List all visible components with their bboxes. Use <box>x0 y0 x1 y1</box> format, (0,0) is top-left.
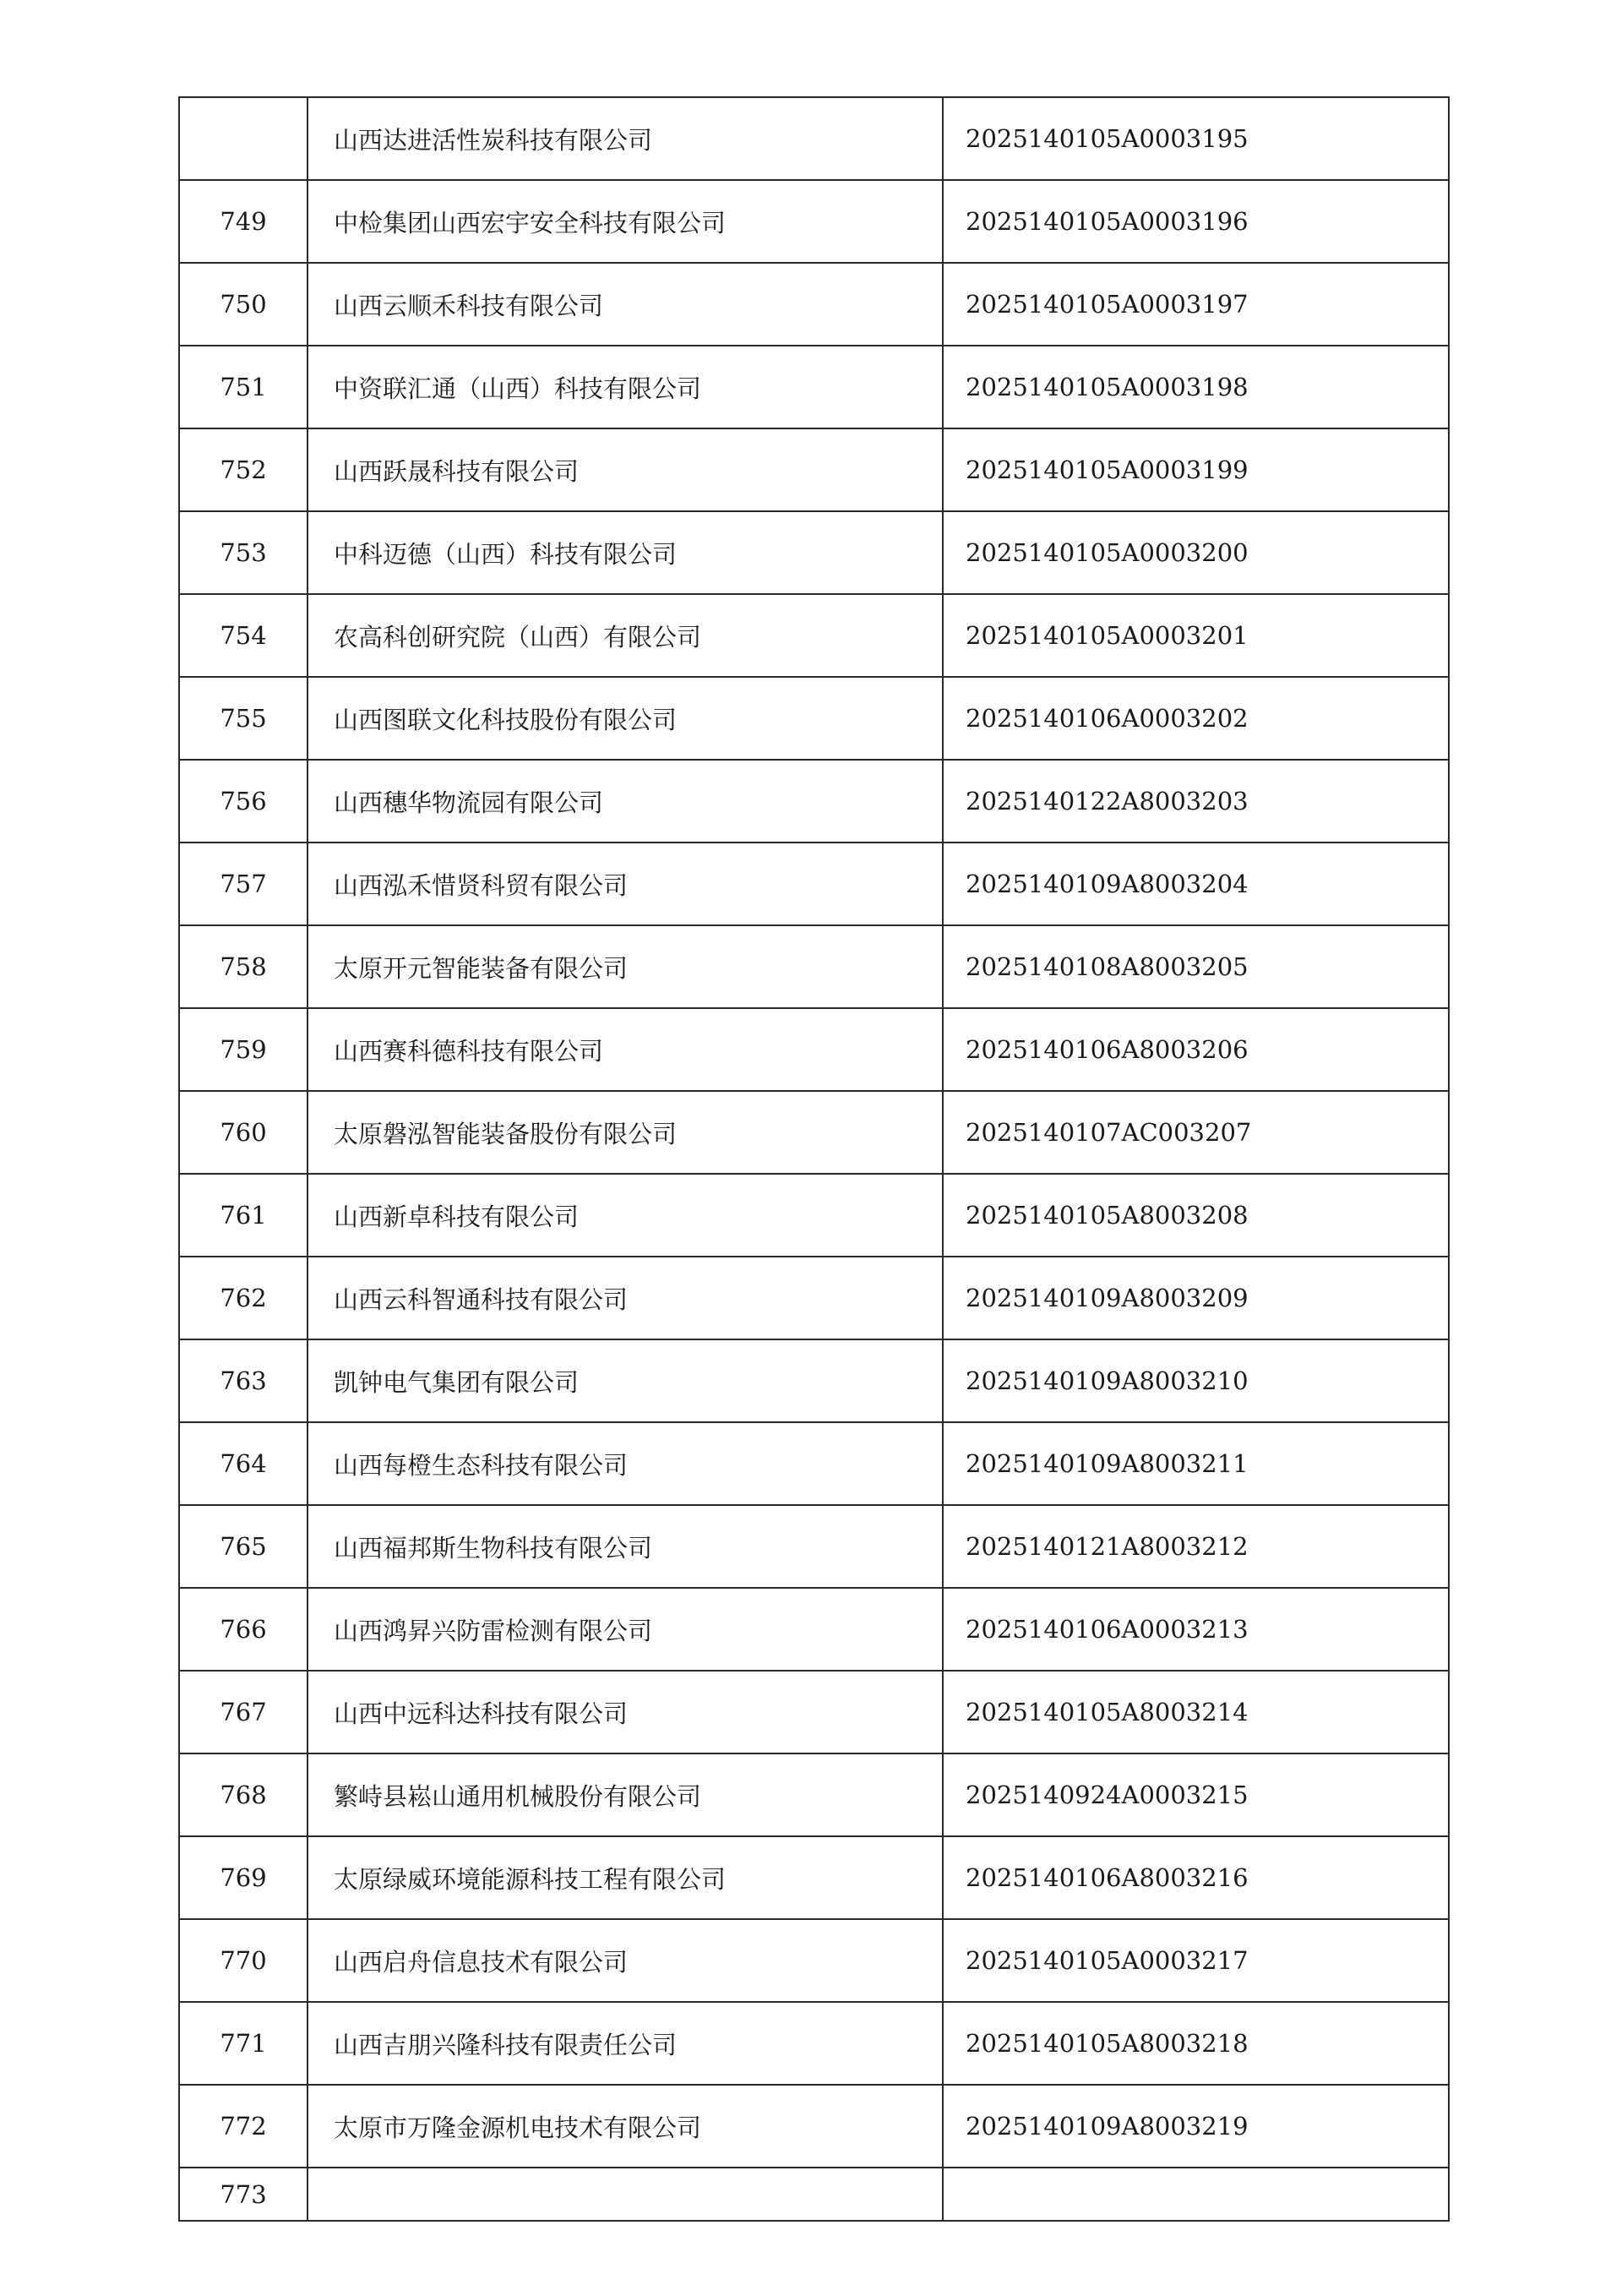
registration-code-cell: 2025140924A0003215 <box>943 1753 1449 1836</box>
table-row <box>179 1919 1449 2002</box>
registration-code-cell: 2025140109A8003211 <box>943 1422 1449 1505</box>
row-number-cell: 770 <box>179 1919 308 2002</box>
company-name-cell: 繁峙县崧山通用机械股份有限公司 <box>308 1753 943 1836</box>
company-name-cell: 山西每橙生态科技有限公司 <box>308 1422 943 1505</box>
company-name-cell: 山西跃晟科技有限公司 <box>308 428 943 511</box>
registration-code-cell: 2025140109A8003219 <box>943 2085 1449 2168</box>
table-row <box>179 594 1449 677</box>
row-number-cell: 756 <box>179 760 308 843</box>
company-name-cell: 山西中远科达科技有限公司 <box>308 1671 943 1753</box>
company-name-cell: 山西启舟信息技术有限公司 <box>308 1919 943 2002</box>
registration-code-cell: 2025140109A8003210 <box>943 1339 1449 1422</box>
table-row <box>179 2168 1449 2221</box>
row-number-cell: 752 <box>179 428 308 511</box>
registration-code-cell: 2025140105A0003196 <box>943 180 1449 263</box>
company-name-cell: 山西鸿昇兴防雷检测有限公司 <box>308 1588 943 1671</box>
registration-code-cell: 2025140105A0003200 <box>943 511 1449 594</box>
row-number-cell: 755 <box>179 677 308 760</box>
table-row <box>179 1671 1449 1753</box>
company-name-cell: 太原开元智能装备有限公司 <box>308 925 943 1008</box>
registration-code-cell: 2025140106A8003216 <box>943 1836 1449 1919</box>
company-name-cell: 山西达进活性炭科技有限公司 <box>308 97 943 180</box>
table-row <box>179 1008 1449 1091</box>
table-row <box>179 2085 1449 2168</box>
company-name-cell: 山西赛科德科技有限公司 <box>308 1008 943 1091</box>
company-name-cell: 山西云科智通科技有限公司 <box>308 1257 943 1339</box>
company-name-cell: 山西泓禾惜贤科贸有限公司 <box>308 843 943 925</box>
company-name-cell: 中科迈德（山西）科技有限公司 <box>308 511 943 594</box>
row-number-cell: 764 <box>179 1422 308 1505</box>
company-name-cell: 中资联汇通（山西）科技有限公司 <box>308 346 943 428</box>
row-number-cell: 773 <box>179 2168 308 2221</box>
registration-code-cell: 2025140105A0003217 <box>943 1919 1449 2002</box>
row-number-cell: 765 <box>179 1505 308 1588</box>
table-row <box>179 1505 1449 1588</box>
registration-code-cell: 2025140105A0003199 <box>943 428 1449 511</box>
table-row <box>179 1753 1449 1836</box>
table-row <box>179 511 1449 594</box>
row-number-cell: 758 <box>179 925 308 1008</box>
company-name-cell: 山西新卓科技有限公司 <box>308 1174 943 1257</box>
registration-code-cell: 2025140106A0003202 <box>943 677 1449 760</box>
registration-code-cell: 2025140108A8003205 <box>943 925 1449 1008</box>
company-name-cell: 山西福邦斯生物科技有限公司 <box>308 1505 943 1588</box>
table-row <box>179 346 1449 428</box>
row-number-cell: 761 <box>179 1174 308 1257</box>
table-row <box>179 925 1449 1008</box>
table-row <box>179 1174 1449 1257</box>
table-row <box>179 1836 1449 1919</box>
row-number-cell: 751 <box>179 346 308 428</box>
row-number-cell: 762 <box>179 1257 308 1339</box>
row-number-cell: 750 <box>179 263 308 346</box>
registration-code-cell: 2025140105A0003201 <box>943 594 1449 677</box>
table-row <box>179 428 1449 511</box>
row-number-cell: 772 <box>179 2085 308 2168</box>
company-name-cell: 太原市万隆金源机电技术有限公司 <box>308 2085 943 2168</box>
registration-code-cell: 2025140122A8003203 <box>943 760 1449 843</box>
company-name-cell: 凯钟电气集团有限公司 <box>308 1339 943 1422</box>
registration-code-cell: 2025140107AC003207 <box>943 1091 1449 1174</box>
table-row <box>179 263 1449 346</box>
row-number-cell: 766 <box>179 1588 308 1671</box>
registration-code-cell: 2025140121A8003212 <box>943 1505 1449 1588</box>
row-number-cell: 759 <box>179 1008 308 1091</box>
registry-table <box>178 96 1450 2222</box>
row-number-cell: 768 <box>179 1753 308 1836</box>
table-row <box>179 2002 1449 2085</box>
registration-code-cell: 2025140105A0003198 <box>943 346 1449 428</box>
row-number-cell: 754 <box>179 594 308 677</box>
row-number-cell: 767 <box>179 1671 308 1753</box>
row-number-cell: 771 <box>179 2002 308 2085</box>
table-row <box>179 180 1449 263</box>
table-row <box>179 843 1449 925</box>
company-name-cell: 太原绿威环境能源科技工程有限公司 <box>308 1836 943 1919</box>
registration-code-cell: 2025140105A8003218 <box>943 2002 1449 2085</box>
registration-code-cell: 2025140105A8003214 <box>943 1671 1449 1753</box>
company-name-cell <box>308 2168 943 2221</box>
table-row <box>179 97 1449 180</box>
company-name-cell: 山西云顺禾科技有限公司 <box>308 263 943 346</box>
company-name-cell: 山西图联文化科技股份有限公司 <box>308 677 943 760</box>
table-row <box>179 1422 1449 1505</box>
table-row <box>179 677 1449 760</box>
registration-code-cell: 2025140105A8003208 <box>943 1174 1449 1257</box>
row-number-cell: 757 <box>179 843 308 925</box>
row-number-cell: 749 <box>179 180 308 263</box>
row-number-cell: 763 <box>179 1339 308 1422</box>
company-name-cell: 太原磐泓智能装备股份有限公司 <box>308 1091 943 1174</box>
registration-code-cell: 2025140105A0003195 <box>943 97 1449 180</box>
company-name-cell: 山西吉朋兴隆科技有限责任公司 <box>308 2002 943 2085</box>
company-name-cell: 农高科创研究院（山西）有限公司 <box>308 594 943 677</box>
table-row <box>179 760 1449 843</box>
registration-code-cell: 2025140109A8003204 <box>943 843 1449 925</box>
company-name-cell: 山西穗华物流园有限公司 <box>308 760 943 843</box>
table-row <box>179 1257 1449 1339</box>
table-body <box>179 97 1449 2221</box>
table-row <box>179 1588 1449 1671</box>
row-number-cell: 753 <box>179 511 308 594</box>
registration-code-cell: 2025140106A0003213 <box>943 1588 1449 1671</box>
table-row <box>179 1091 1449 1174</box>
registration-code-cell: 2025140106A8003206 <box>943 1008 1449 1091</box>
company-name-cell: 中检集团山西宏宇安全科技有限公司 <box>308 180 943 263</box>
registration-code-cell: 2025140105A0003197 <box>943 263 1449 346</box>
row-number-cell <box>179 97 308 180</box>
registration-code-cell <box>943 2168 1449 2221</box>
row-number-cell: 769 <box>179 1836 308 1919</box>
table-row <box>179 1339 1449 1422</box>
row-number-cell: 760 <box>179 1091 308 1174</box>
registration-code-cell: 2025140109A8003209 <box>943 1257 1449 1339</box>
